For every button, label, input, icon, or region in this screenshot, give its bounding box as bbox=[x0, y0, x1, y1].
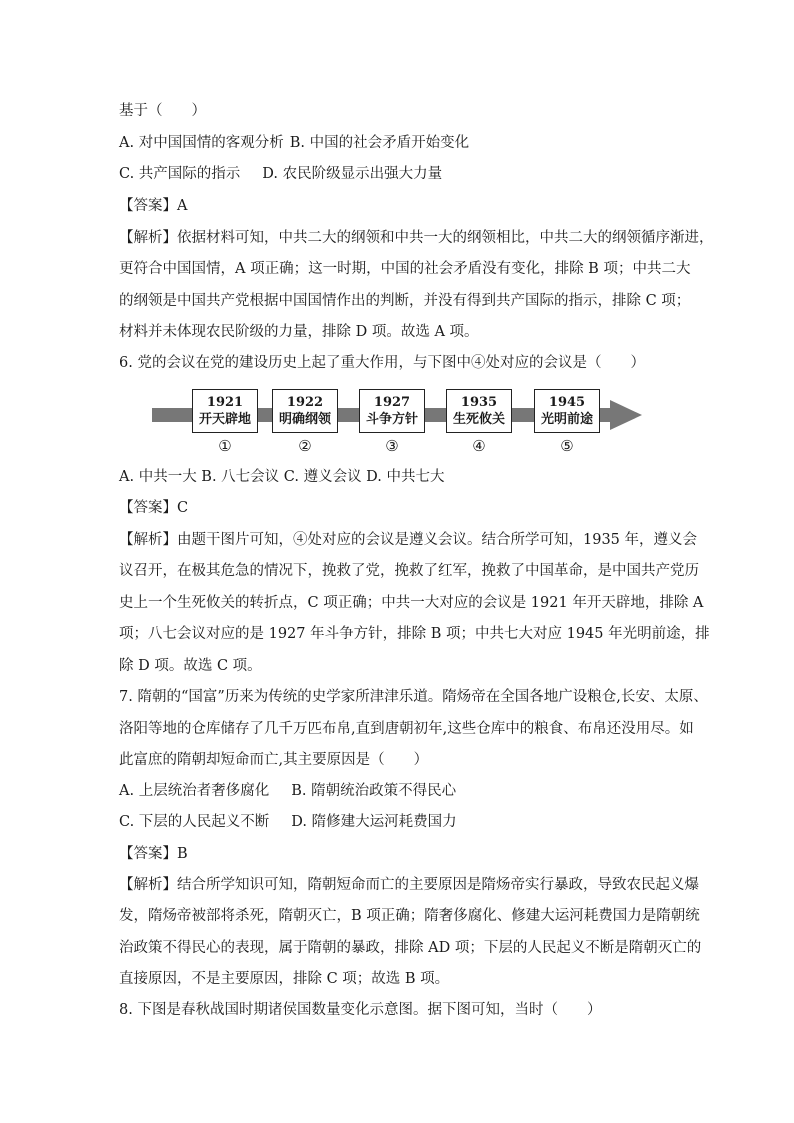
question-7-options-cd bbox=[119, 812, 457, 832]
question-7-options-ab bbox=[119, 781, 456, 801]
question-6-options: A. 中共一大 B. 八七会议 C. 遵义会议 D. 中共七大 bbox=[119, 469, 445, 485]
timeline-year: 1935 bbox=[460, 395, 498, 410]
timeline-marker: ① bbox=[218, 437, 232, 455]
analysis-7-line-3: 治政策不得民心的表现，属于隋朝的暴政，排除 AD 项；下层的人民起义不断是隋朝灭亡的 bbox=[119, 940, 702, 956]
timeline-label: 明确纲领 bbox=[278, 412, 331, 427]
answer-7: 【答案】B bbox=[119, 846, 188, 862]
question-6-stem: 6. 党的会议在党的建设历史上起了重大作用，与下图中④处对应的会议是（ ） bbox=[119, 355, 645, 371]
timeline-label: 斗争方针 bbox=[365, 412, 418, 427]
timeline-year: 1921 bbox=[206, 395, 244, 410]
option-b: B. 中国的社会矛盾开始变化 bbox=[289, 135, 470, 151]
option-b: B. 隋朝统治政策不得民心 bbox=[291, 783, 457, 799]
option-a: A. 对中国国情的客观分析 bbox=[119, 135, 284, 151]
option-c: C. 下层的人民起义不断 bbox=[119, 814, 270, 830]
timeline-arrow-head bbox=[610, 400, 642, 430]
analysis-6-line-4: 项；八七会议对应的是 1927 年斗争方针，排除 B 项；中共七大对应 1945 年光明前途，排 bbox=[119, 626, 710, 642]
question-5-options-ab bbox=[119, 133, 469, 153]
option-d: D. 隋修建大运河耗费国力 bbox=[291, 814, 457, 830]
question-8-stem: 8. 下图是春秋战国时期诸侯国数量变化示意图。据下图可知，当时（ ） bbox=[119, 1002, 602, 1018]
meeting-timeline bbox=[148, 382, 648, 462]
question-5-options-cd bbox=[119, 164, 442, 184]
analysis-6-line-1: 【解析】由题干图片可知，④处对应的会议是遵义会议。结合所学可知，1935 年，遵义会 bbox=[119, 532, 698, 548]
timeline-box-3 bbox=[359, 389, 425, 433]
analysis-7-line-2: 发，隋炀帝被部将杀死，隋朝灭亡，B 项正确；隋奢侈腐化、修建大运河耗费国力是隋朝统 bbox=[119, 908, 700, 924]
timeline-marker: ⑤ bbox=[560, 437, 574, 455]
analysis-7-line-1: 【解析】结合所学知识可知，隋朝短命而亡的主要原因是隋炀帝实行暴政，导致农民起义爆 bbox=[119, 877, 699, 893]
question-7-stem-line-1: 7. 隋朝的“国富”历来为传统的史学家所津津乐道。隋炀帝在全国各地广设粮仓,长安、太原、 bbox=[119, 689, 708, 705]
analysis-7-line-4: 直接原因，不是主要原因，排除 C 项；故选 B 项。 bbox=[119, 971, 450, 987]
timeline-box-1 bbox=[192, 389, 258, 433]
analysis-5-line-2: 更符合中国国情，A 项正确；这一时期，中国的社会矛盾没有变化，排除 B 项；中共二大 bbox=[119, 261, 691, 277]
timeline-year: 1927 bbox=[373, 395, 411, 410]
timeline-label: 光明前途 bbox=[540, 412, 593, 427]
option-d: D. 农民阶级显示出强大力量 bbox=[262, 166, 443, 182]
analysis-5-line-1: 【解析】依据材料可知，中共二大的纲领和中共一大的纲领相比，中共二大的纲领循序渐进， bbox=[119, 230, 714, 246]
timeline-box-2 bbox=[272, 389, 338, 433]
timeline-marker: ③ bbox=[385, 437, 399, 455]
option-a: A. 上层统治者奢侈腐化 bbox=[119, 783, 270, 799]
analysis-6-line-2: 议召开，在极其危急的情况下，挽救了党，挽救了红军，挽救了中国革命，是中国共产党历 bbox=[119, 563, 699, 579]
timeline-year: 1945 bbox=[548, 395, 586, 410]
analysis-5-line-3: 的纲领是中国共产党根据中国国情作出的判断，并没有得到共产国际的指示，排除 C 项； bbox=[119, 293, 691, 309]
timeline-year: 1922 bbox=[286, 395, 324, 410]
timeline-marker: ② bbox=[298, 437, 312, 455]
timeline-box-4 bbox=[446, 389, 512, 433]
timeline-marker: ④ bbox=[472, 437, 486, 455]
answer-5: 【答案】A bbox=[119, 198, 188, 214]
option-c: C. 共产国际的指示 bbox=[119, 166, 241, 182]
analysis-6-line-3: 史上一个生死攸关的转折点，C 项正确；中共一大对应的会议是 1921 年开天辟地，排除 A bbox=[119, 595, 704, 611]
analysis-5-line-4: 材料并未体现农民阶级的力量，排除 D 项。故选 A 项。 bbox=[119, 324, 479, 340]
question-7-stem-line-2: 洛阳等地的仓库储存了几千万匹布帛,直到唐朝初年,这些仓库中的粮食、布帛还没用尽。如 bbox=[119, 721, 694, 737]
question-5-stem-end: 基于（ ） bbox=[119, 103, 206, 119]
timeline-label: 开天辟地 bbox=[198, 412, 251, 427]
answer-6: 【答案】C bbox=[119, 500, 189, 516]
analysis-6-line-5: 除 D 项。故选 C 项。 bbox=[119, 658, 262, 674]
question-7-stem-line-3: 此富庶的隋朝却短命而亡,其主要原因是（ ） bbox=[119, 752, 429, 768]
timeline-box-5 bbox=[534, 389, 600, 433]
timeline-label: 生死攸关 bbox=[452, 412, 505, 427]
